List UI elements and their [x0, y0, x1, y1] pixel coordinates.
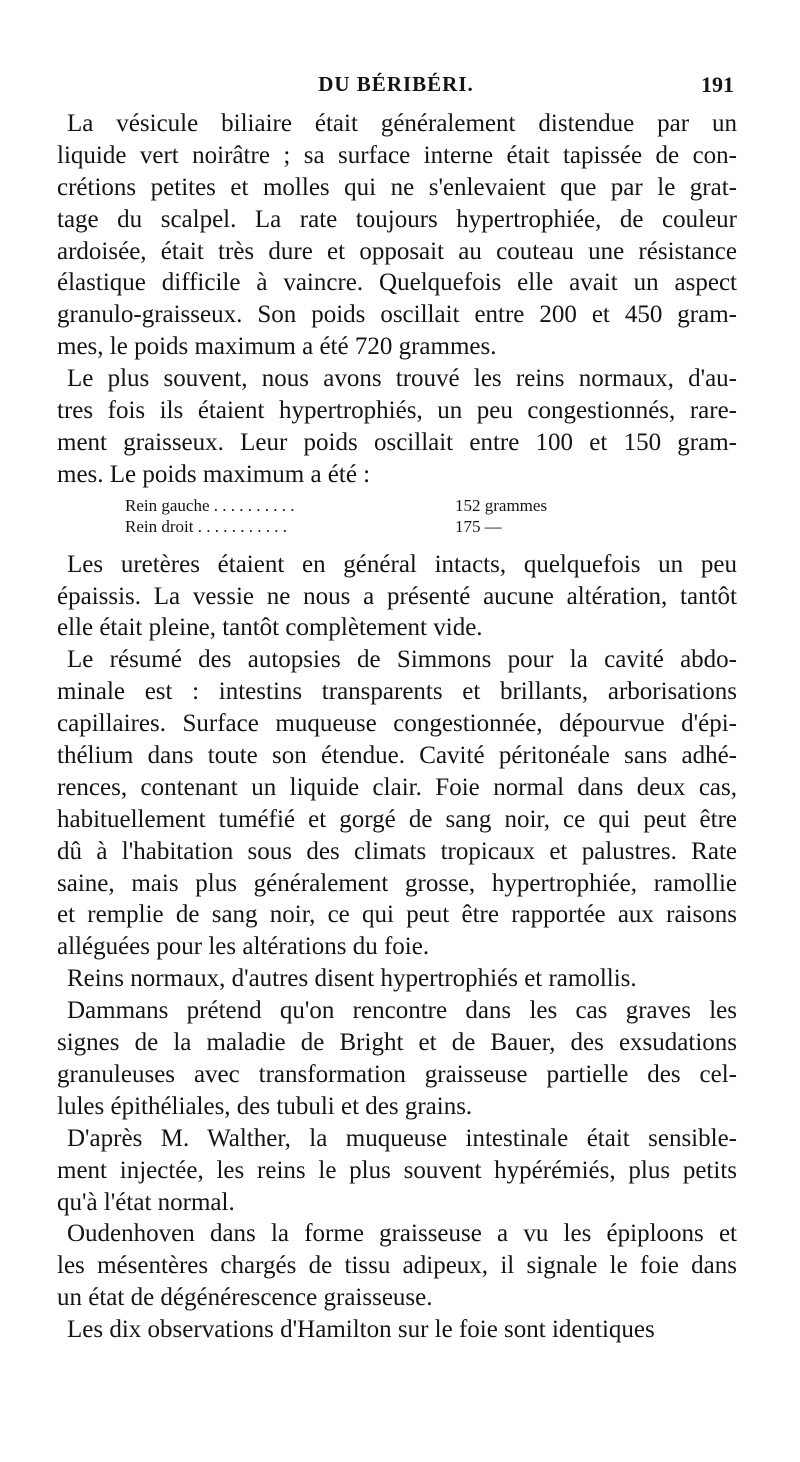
text-line: dû à l'habitation sous des climats tropicaux et palustres. Rate	[57, 837, 737, 865]
text-line: habituellement tuméfié et gorgé de sang noir, ce qui peut être	[57, 805, 737, 833]
organ-label: Rein droit . . . . . . . . . . .	[125, 516, 287, 536]
text-line: qu'à l'état normal.	[57, 1188, 235, 1216]
bottom-paragraphs	[57, 549, 737, 1346]
weights-table	[57, 495, 737, 537]
running-title: DU BÉRIBÉRI.	[318, 72, 474, 96]
text-line: ment injectée, les reins le plus souvent hypérémiés, plus petits	[57, 1156, 737, 1184]
text-line: un état de dégénérescence graisseuse.	[57, 1284, 433, 1312]
text-line: ardoisée, était très dure et opposait au couteau une résistance	[57, 237, 737, 265]
text-line: et remplie de sang noir, ce qui peut être rapportée aux raisons	[57, 901, 737, 929]
paragraph	[57, 1314, 737, 1346]
text-line: alléguées pour les altérations du foie.	[57, 933, 430, 961]
paragraph	[57, 1218, 737, 1314]
text-line: crétions petites et molles qui ne s'enlevaient que par le grat-	[57, 173, 737, 201]
text-line: Dammans prétend qu'on rencontre dans les cas graves les	[67, 997, 737, 1025]
text-line: elle était pleine, tantôt complètement vide.	[57, 614, 483, 642]
paragraph	[57, 363, 737, 491]
text-line: rences, contenant un liquide clair. Foie normal dans deux cas,	[57, 773, 737, 801]
text-line: capillaires. Surface muqueuse congestionnée, dépourvue d'épi-	[57, 710, 737, 738]
paragraph	[57, 644, 737, 963]
text-line: lules épithéliales, des tubuli et des grains.	[57, 1092, 473, 1120]
text-line: épaissis. La vessie ne nous a présenté aucune altération, tantôt	[57, 582, 737, 610]
table-row	[125, 516, 737, 537]
text-line: ment graisseux. Leur poids oscillait entre 100 et 150 gram-	[57, 428, 737, 456]
text-line: D'après M. Walther, la muqueuse intestinale était sensible-	[67, 1124, 737, 1152]
text-line: liquide vert noirâtre ; sa surface interne était tapissée de con-	[57, 141, 737, 169]
body-text	[57, 108, 737, 1346]
paragraph	[57, 108, 737, 363]
text-line: Oudenhoven dans la forme graisseuse a vu les épiploons et	[67, 1220, 737, 1248]
text-line: Le résumé des autopsies de Simmons pour la cavité abdo-	[67, 646, 737, 674]
table-row	[125, 495, 737, 516]
text-line: Reins normaux, d'autres disent hypertrophiés et ramollis.	[67, 965, 637, 993]
paragraph	[57, 963, 737, 995]
text-line: élastique difficile à vaincre. Quelquefois elle avait un aspect	[57, 269, 737, 297]
organ-label: Rein gauche . . . . . . . . . .	[125, 495, 295, 515]
running-head	[56, 72, 736, 102]
text-line: mes. Le poids maximum a été :	[57, 460, 371, 488]
text-line: tage du scalpel. La rate toujours hypertrophiée, de couleur	[57, 205, 737, 233]
text-line: Le plus souvent, nous avons trouvé les reins normaux, d'au-	[67, 365, 737, 393]
text-line: Les uretères étaient en général intacts, quelquefois un peu	[67, 550, 737, 578]
text-line: La vésicule biliaire était généralement distendue par un	[67, 110, 737, 137]
page-number: 191	[701, 72, 734, 97]
text-line: signes de la maladie de Bright et de Bauer, des exsudations	[57, 1029, 737, 1057]
text-line: Les dix observations d'Hamilton sur le foie sont identiques	[67, 1316, 655, 1344]
text-line: tres fois ils étaient hypertrophiés, un peu congestionnés, rare-	[57, 397, 737, 425]
text-line: les mésentères chargés de tissu adipeux, il signale le foie dans	[57, 1252, 737, 1280]
organ-weight: 152 grammes	[455, 495, 548, 515]
paragraph	[57, 549, 737, 645]
text-line: granulo-graisseux. Son poids oscillait entre 200 et 450 gram-	[57, 301, 737, 329]
organ-weight: 175 —	[455, 516, 502, 536]
paragraph	[57, 995, 737, 1123]
paragraph	[57, 1123, 737, 1219]
text-line: mes, le poids maximum a été 720 grammes.	[57, 333, 497, 361]
text-line: granuleuses avec transformation graisseuse partielle des cel-	[57, 1060, 737, 1088]
text-line: saine, mais plus généralement grosse, hypertrophiée, ramollie	[57, 869, 737, 897]
top-paragraphs	[57, 108, 737, 491]
text-line: minale est : intestins transparents et brillants, arborisations	[57, 678, 737, 706]
text-line: thélium dans toute son étendue. Cavité péritonéale sans adhé-	[57, 742, 737, 770]
